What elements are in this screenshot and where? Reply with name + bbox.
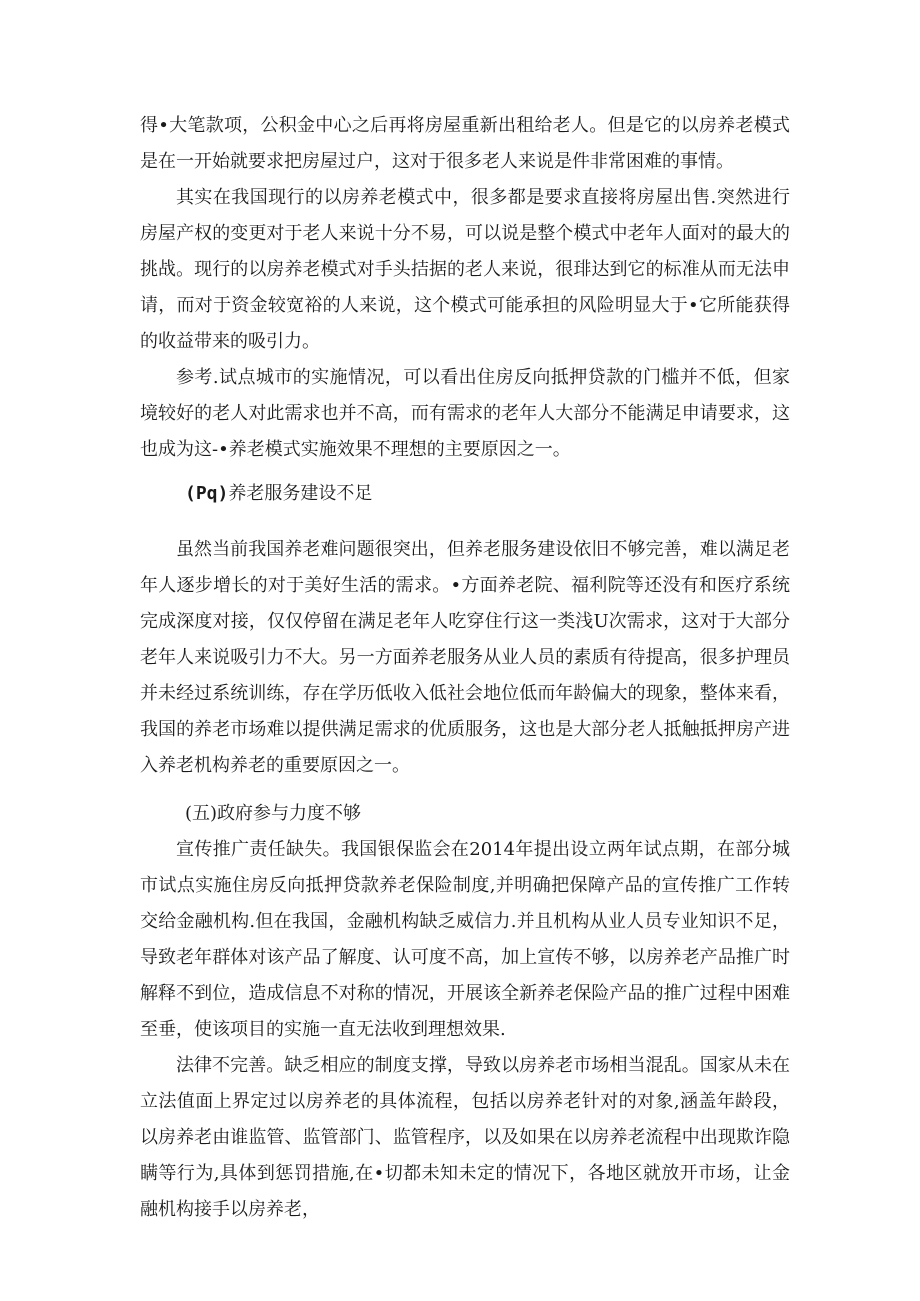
paragraph-elderly-services: 虽然当前我国养老难问题很突出，但养老服务建设依旧不够完善，难以满足老年人逐步增长的对于美好生活的需求。•方面养老院、福利院等还没有和医疗系统完成深度对接，仅仅停留在满足老年人吃穿住行这一类浅U次需求，这对于大部分老年人来说吸引力不大。另一方面养老服务从业人员的素质有待提高，很多护理员并未经过系统训练，存在学历低收入低社会地位低而年龄偏大的现象，整体来看，我国的养老市场难以提供满足需求的优质服务，这也是大部分老人抵触抵押房产进入养老机构养老的重要原因之一。: [140, 539, 790, 776]
paragraph-continuation: 得•大笔款项，公积金中心之后再将房屋重新出租给老人。但是它的以房养老模式是在一开始就要求把房屋过户，这对于很多老人来说是件非常困难的事情。: [140, 115, 790, 172]
paragraph-legal: 法律不完善。缺乏相应的制度支撑，导致以房养老市场相当混乱。国家从未在立法值面上界定过以房养老的具体流程，包括以房养老针对的对象,涵盖年龄段，以房养老由谁监管、监管部门、监管程序，以及如果在以房养老流程中出现欺诈隐瞒等行为,具体到惩罚措施,在•切都未知未定的情况下，各地区就放开市场，让金融机构接手以房养老，: [140, 1055, 790, 1220]
paragraph-housing-sale: 其实在我国现行的以房养老模式中，很多都是要求直接将房屋出售.突然进行房屋产权的变更对于老人来说十分不易，可以说是整个模式中老年人面对的最大的挑战。现行的以房养老模式对手头拮据的老人来说，很琲达到它的标准从而无法申请，而对于资金较宽裕的人来说，这个模式可能承担的风险明显大于•它所能获得的收益带来的吸引力。: [140, 187, 790, 352]
section-heading-text: 养老服务建设不足: [228, 483, 373, 504]
section-heading-number: (Pq): [185, 483, 229, 504]
section-heading-elderly-services: [140, 476, 790, 512]
paragraph-pilot-cities: 参考.试点城市的实施情况，可以看出住房反向抵押贷款的门槛并不低，但家境较好的老人对此需求也并不高，而有需求的老年人大部分不能满足申请要求，这也成为这-•养老模式实施效果不理想的主要原因之一。: [140, 367, 790, 460]
paragraph-publicity: 宣传推广责任缺失。我国银保监会在2014年提出设立两年试点期，在部分城市试点实施住房反向抵押贷款养老保险制度,并明确把保障产品的宣传推广工作转交给金融机构.但在我国，金融机构缺乏威信力.并且机构从业人员专业知识不足，导致老年群体对该产品了解度、认可度不高，加上宣传不够，以房养老产品推广时解释不到位，造成信息不对称的情况，开展该全新养老保险产品的推广过程中困难至垂，使该项目的实施一直无法收到理想效果.: [140, 839, 790, 1040]
section-heading-government: (五)政府参与力度不够: [185, 803, 362, 824]
document-body: [140, 108, 790, 1228]
